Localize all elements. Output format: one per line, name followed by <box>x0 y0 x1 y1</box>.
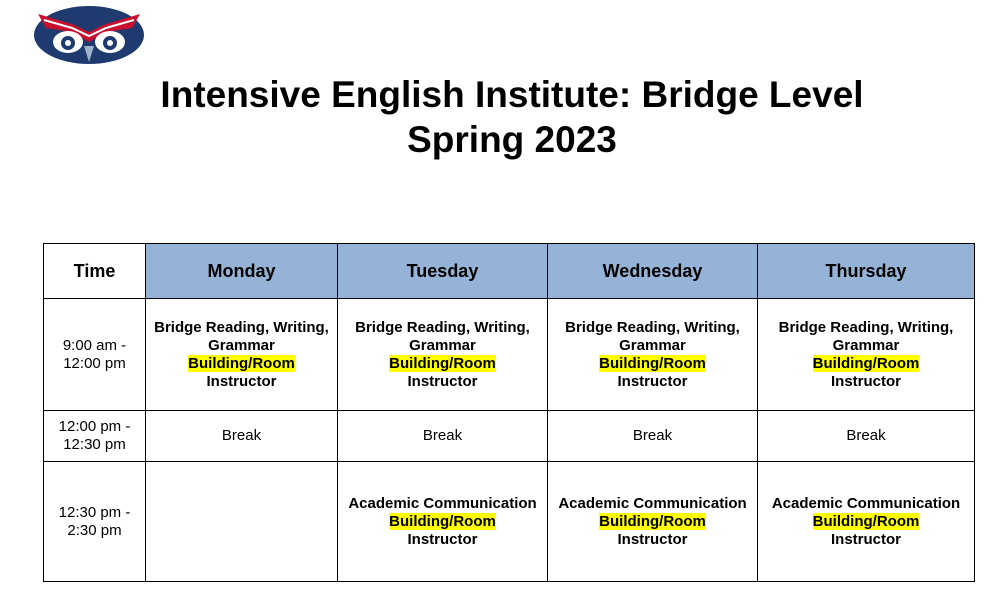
class-cell <box>338 462 548 582</box>
owl-logo-icon <box>32 2 146 66</box>
table-row <box>44 411 975 462</box>
course-name: Bridge Reading, Writing, <box>355 318 530 336</box>
header-time: Time <box>44 244 146 299</box>
course-name: Grammar <box>832 336 900 354</box>
instructor-label: Instructor <box>617 530 688 548</box>
empty-cell <box>146 462 338 582</box>
header-tuesday: Tuesday <box>338 244 548 299</box>
instructor-label: Instructor <box>206 372 277 390</box>
course-name: Bridge Reading, Writing, <box>778 318 954 336</box>
time-end: 12:30 pm <box>63 436 126 453</box>
break-cell: Break <box>146 411 338 462</box>
time-end: 2:30 pm <box>67 521 122 539</box>
course-name: Grammar <box>409 336 476 354</box>
class-cell <box>758 299 975 411</box>
class-cell <box>548 462 758 582</box>
room-label: Building/Room <box>599 354 706 372</box>
class-cell <box>548 299 758 411</box>
course-name: Academic Communication <box>348 494 537 512</box>
break-cell: Break <box>758 411 975 462</box>
room-label: Building/Room <box>599 512 706 530</box>
room-label: Building/Room <box>389 512 496 530</box>
header-monday: Monday <box>146 244 338 299</box>
page-title <box>0 72 994 162</box>
break-cell: Break <box>338 411 548 462</box>
time-cell <box>44 411 146 462</box>
room-label: Building/Room <box>812 512 920 530</box>
course-name: Academic Communication <box>771 494 961 512</box>
time-cell <box>44 299 146 411</box>
course-name: Bridge Reading, Writing, <box>154 318 329 336</box>
course-name: Grammar <box>619 336 686 354</box>
class-cell <box>758 462 975 582</box>
course-name: Academic Communication <box>558 494 747 512</box>
class-cell <box>338 299 548 411</box>
room-label: Building/Room <box>812 354 920 372</box>
instructor-label: Instructor <box>830 372 901 390</box>
time-end: 12:00 pm <box>63 354 126 372</box>
time-start: 12:00 pm - <box>58 418 131 435</box>
instructor-label: Instructor <box>407 530 478 548</box>
room-label: Building/Room <box>188 354 295 372</box>
title-line-1: Intensive English Institute: Bridge Level <box>160 74 864 115</box>
time-start: 9:00 am - <box>62 336 127 354</box>
title-line-2: Spring 2023 <box>407 119 617 160</box>
instructor-label: Instructor <box>617 372 688 390</box>
instructor-label: Instructor <box>830 530 901 548</box>
break-cell: Break <box>548 411 758 462</box>
table-row <box>44 299 975 411</box>
course-name: Bridge Reading, Writing, <box>565 318 740 336</box>
course-name: Grammar <box>208 336 275 354</box>
class-cell <box>146 299 338 411</box>
table-row <box>44 462 975 582</box>
time-cell <box>44 462 146 582</box>
header-wednesday: Wednesday <box>548 244 758 299</box>
header-thursday: Thursday <box>758 244 975 299</box>
room-label: Building/Room <box>389 354 496 372</box>
header-row <box>44 244 975 299</box>
schedule-table <box>43 243 975 582</box>
instructor-label: Instructor <box>407 372 478 390</box>
time-start: 12:30 pm - <box>58 503 131 521</box>
